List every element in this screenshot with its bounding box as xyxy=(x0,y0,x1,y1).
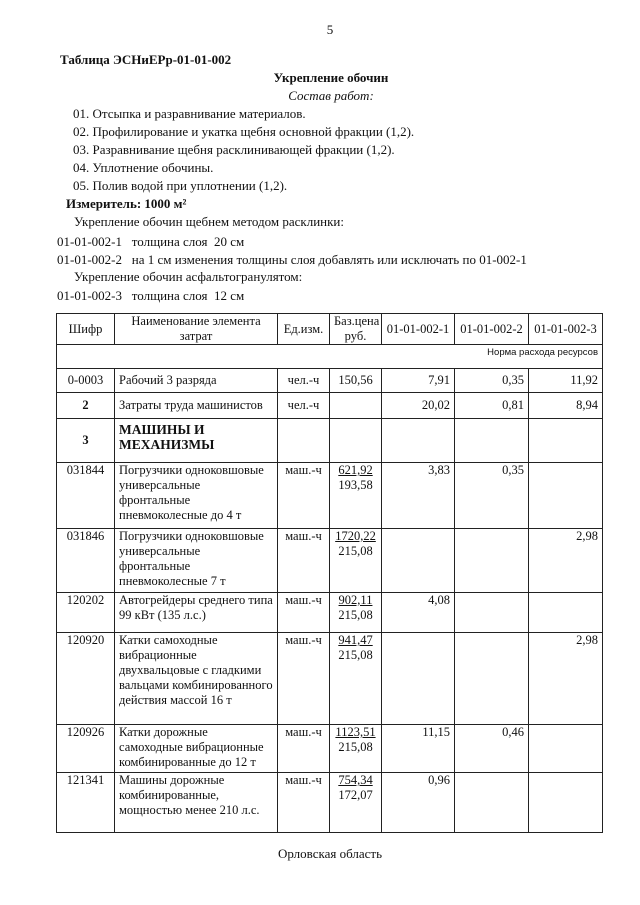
name-cell: Рабочий 3 разряда xyxy=(115,369,278,393)
header-cell: 01-01-002-3 xyxy=(529,314,603,345)
work-step: 01. Отсыпка и разравнивание материалов. xyxy=(73,106,306,121)
value-cell: 4,08 xyxy=(382,593,455,633)
name-cell: Катки самоходные вибрационные двухвальцовые с гладкими вальцами комбинированного действия массой 16 т xyxy=(115,633,278,725)
value-cell xyxy=(382,529,455,593)
price-cell xyxy=(330,419,382,463)
item-line: 01-01-002-2 на 1 см изменения толщины слоя добавлять или исключать по 01-002-1 xyxy=(57,252,527,267)
unit-cell: маш.-ч xyxy=(278,529,330,593)
section-subheading: Состав работ: xyxy=(288,88,374,103)
value-cell xyxy=(529,725,603,773)
price-cell xyxy=(330,393,382,419)
base-price: 1123,51 xyxy=(335,725,376,739)
table-row xyxy=(57,773,603,833)
unit-cell: маш.-ч xyxy=(278,725,330,773)
code-cell: 031846 xyxy=(57,529,115,593)
name-cell: Погрузчики одноковшовые универсальные фронтальные пневмоколесные 7 т xyxy=(115,529,278,593)
value-cell: 0,81 xyxy=(455,393,529,419)
value-cell xyxy=(529,463,603,529)
value-cell: 11,92 xyxy=(529,369,603,393)
value-cell: 3,83 xyxy=(382,463,455,529)
work-step: 02. Профилирование и укатка щебня основной фракции (1,2). xyxy=(73,124,415,139)
price-cell xyxy=(330,633,382,725)
table-row xyxy=(57,725,603,773)
header-cell: 01-01-002-1 xyxy=(382,314,455,345)
table-row xyxy=(57,593,603,633)
page-footer: Орловская область xyxy=(277,846,383,861)
code-cell: 2 xyxy=(57,393,115,419)
item-line: 01-01-002-3 толщина слоя 12 см xyxy=(57,288,245,303)
unit-cell: чел.-ч xyxy=(278,369,330,393)
value-cell xyxy=(455,593,529,633)
name-cell: МАШИНЫ И МЕХАНИЗМЫ xyxy=(115,419,278,463)
table-row xyxy=(57,393,603,419)
code-cell: 120926 xyxy=(57,725,115,773)
table-row xyxy=(57,633,603,725)
machinist-price: 215,08 xyxy=(338,544,373,558)
name-cell: Катки дорожные самоходные вибрационные комбинированные до 12 т xyxy=(115,725,278,773)
price-cell xyxy=(330,725,382,773)
header-cell: 01-01-002-2 xyxy=(455,314,529,345)
value-cell: 0,46 xyxy=(455,725,529,773)
base-price: 941,47 xyxy=(338,633,373,647)
price-cell xyxy=(330,593,382,633)
work-step: 03. Разравнивание щебня расклинивающей фракции (1,2). xyxy=(73,142,395,157)
method-text: Укрепление обочин асфальтогранулятом: xyxy=(74,269,303,284)
value-cell xyxy=(455,773,529,833)
value-cell xyxy=(382,419,455,463)
value-cell xyxy=(529,419,603,463)
page-number: 5 xyxy=(326,22,334,37)
unit-cell: маш.-ч xyxy=(278,593,330,633)
machinist-price: 215,08 xyxy=(338,740,373,754)
work-step: 05. Полив водой при уплотнении (1,2). xyxy=(73,178,288,193)
header-cell: Баз.цена руб. xyxy=(330,314,382,345)
unit-cell: маш.-ч xyxy=(278,463,330,529)
norm-label: Норма расхода ресурсов xyxy=(57,345,603,369)
value-cell xyxy=(382,633,455,725)
header-cell: Наименование элемента затрат xyxy=(115,314,278,345)
value-cell: 0,35 xyxy=(455,369,529,393)
table-row xyxy=(57,463,603,529)
code-cell: 121341 xyxy=(57,773,115,833)
table-row xyxy=(57,529,603,593)
name-cell: Машины дорожные комбинированные, мощностью менее 210 л.с. xyxy=(115,773,278,833)
code-cell: 031844 xyxy=(57,463,115,529)
value-cell: 11,15 xyxy=(382,725,455,773)
unit-cell: чел.-ч xyxy=(278,393,330,419)
unit-cell xyxy=(278,419,330,463)
value-cell: 7,91 xyxy=(382,369,455,393)
resource-table xyxy=(56,313,603,833)
code-cell: 120920 xyxy=(57,633,115,725)
value-cell: 2,98 xyxy=(529,633,603,725)
value-cell xyxy=(455,529,529,593)
value-cell xyxy=(455,633,529,725)
header-cell: Шифр xyxy=(57,314,115,345)
measure-unit: Измеритель: 1000 м² xyxy=(66,196,187,211)
unit-cell: маш.-ч xyxy=(278,633,330,725)
value-cell: 0,35 xyxy=(455,463,529,529)
code-cell: 0-0003 xyxy=(57,369,115,393)
table-header-row xyxy=(57,314,603,345)
table-title: Таблица ЭСНиЕРр-01-01-002 xyxy=(60,52,232,67)
value-cell xyxy=(455,419,529,463)
price-cell xyxy=(330,529,382,593)
machinist-price: 172,07 xyxy=(338,788,373,802)
table-row xyxy=(57,369,603,393)
base-price: 902,11 xyxy=(338,593,373,607)
code-cell: 120202 xyxy=(57,593,115,633)
value-cell xyxy=(529,593,603,633)
item-line: 01-01-002-1 толщина слоя 20 см xyxy=(57,234,245,249)
value-cell xyxy=(529,773,603,833)
machinist-price: 193,58 xyxy=(338,478,373,492)
header-cell: Ед.изм. xyxy=(278,314,330,345)
price-cell xyxy=(330,463,382,529)
norm-row xyxy=(57,345,603,369)
name-cell: Затраты труда машинистов xyxy=(115,393,278,419)
price-cell xyxy=(330,773,382,833)
value-cell: 0,96 xyxy=(382,773,455,833)
code-cell: 3 xyxy=(57,419,115,463)
base-price: 621,92 xyxy=(338,463,373,477)
machinist-price: 215,08 xyxy=(338,648,373,662)
work-step: 04. Уплотнение обочины. xyxy=(73,160,214,175)
base-price: 1720,22 xyxy=(335,529,376,543)
name-cell: Погрузчики одноковшовые универсальные фронтальные пневмоколесные до 4 т xyxy=(115,463,278,529)
section-heading: Укрепление обочин xyxy=(273,70,389,85)
value-cell: 2,98 xyxy=(529,529,603,593)
unit-cell: маш.-ч xyxy=(278,773,330,833)
machinist-price: 215,08 xyxy=(338,608,373,622)
table-row xyxy=(57,419,603,463)
value-cell: 8,94 xyxy=(529,393,603,419)
name-cell: Автогрейдеры среднего типа 99 кВт (135 л.с.) xyxy=(115,593,278,633)
method-text: Укрепление обочин щебнем методом расклинки: xyxy=(74,214,344,229)
base-price: 754,34 xyxy=(338,773,373,787)
price-cell: 150,56 xyxy=(330,369,382,393)
value-cell: 20,02 xyxy=(382,393,455,419)
